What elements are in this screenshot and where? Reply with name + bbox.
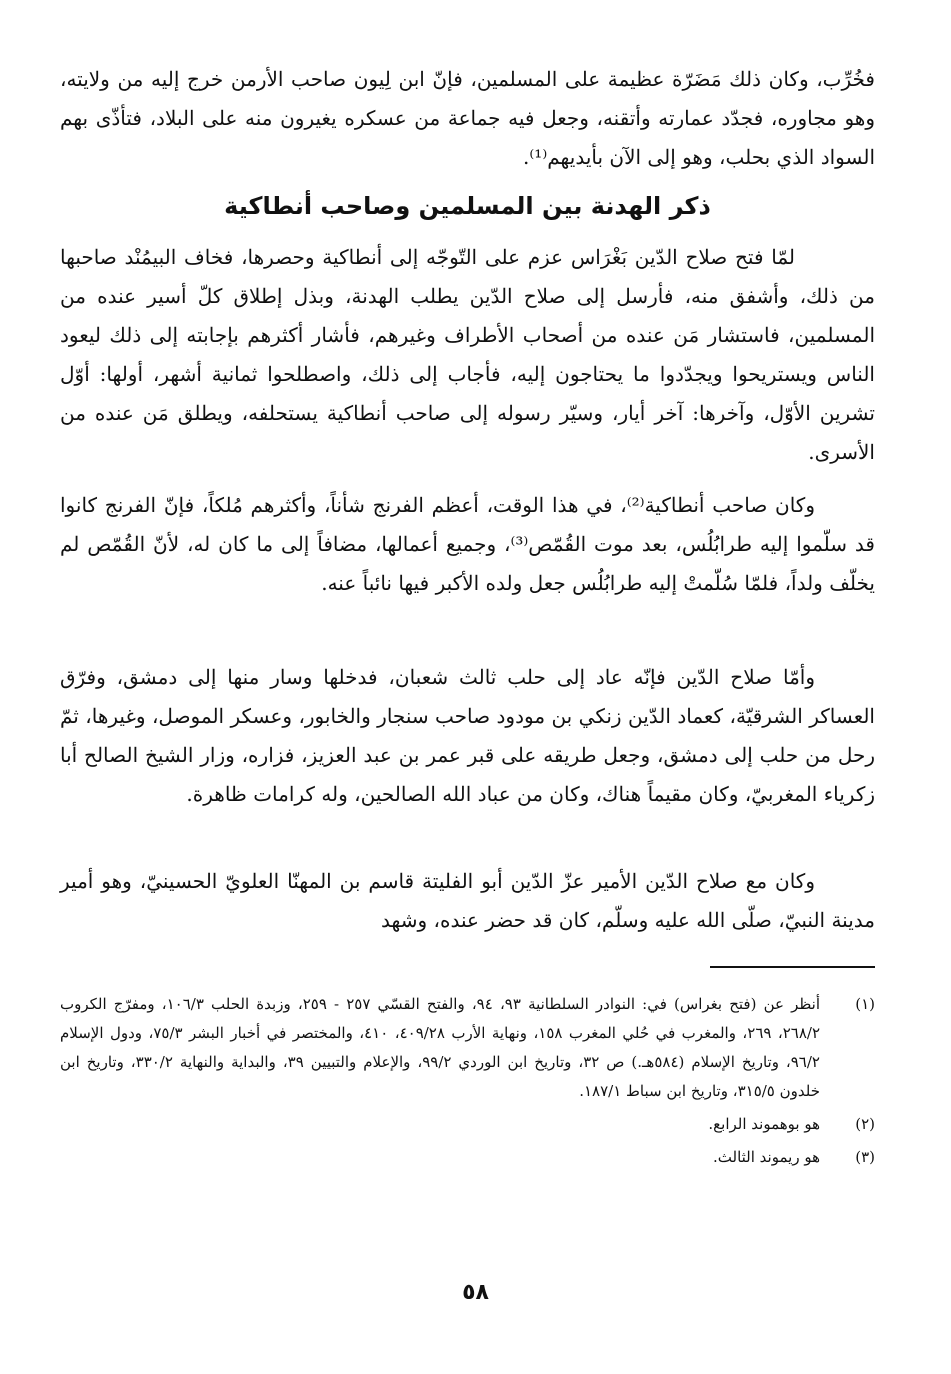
footnote-number: (٢) [855, 1115, 875, 1133]
footnote-divider [710, 966, 875, 968]
footnote-number: (١) [855, 995, 875, 1013]
section-heading: ذكر الهدنة بين المسلمين وصاحب أنطاكية [224, 192, 711, 220]
paragraph-return-aleppo: وأمّا صلاح الدّين فإنّه عاد إلى حلب ثالث شعبان، فدخلها وسار منها إلى دمشق، وفرّق العساكر الشرقيّة، كعماد الدّين زنكي بن مودود صاحب سنجار والخابور، وعسكر الموصل، وغيرها، ثمّ رحل من حلب إلى دمشق، وجعل طريقه على قبر عمر بن عبد العزيز، فزاره، وزار الشيخ الصالح أبا زكرياء المغربيّ، وكان مقيماً هناك، وكان من عباد الله الصالحين، وله كرامات ظاهرة. [60, 665, 875, 806]
footnote-item [60, 1110, 875, 1139]
page-number: ٥٨ [462, 1280, 489, 1305]
paragraph-truce: لمّا فتح صلاح الدّين بَغْرَاس عزم على التّوجّه إلى أنطاكية وحصرها، فخاف البيمُنْد صاحبها من ذلك، وأشفق منه، فأرسل إلى صلاح الدّين يطلب الهدنة، وبذل إطلاق كلّ أسير عنده من المسلمين، فاستشار مَن عنده من أصحاب الأطراف وغيرهم، فأشار أكثرهم بإجابته إلى ذلك ليعود الناس ويستريحوا ويجدّدوا ما يحتاجون إليه، فأجاب إلى ذلك، واصطلحوا ثمانية أشهر، أولها: أوّل تشرين الأوّل، وآخرها: آخر أيار، وسيّر رسوله إلى صاحب أنطاكية يستحلفه، ويطلق مَن عنده من الأسرى. [60, 245, 875, 464]
footnote-text: هو ريموند الثالث. [713, 1148, 820, 1166]
paragraph-emir: وكان مع صلاح الدّين الأمير عزّ الدّين أبو الفليتة قاسم بن المهنّا العلويّ الحسينيّ، وهو أمير مدينة النبيّ، صلّى الله عليه وسلّم، كان قد حضر عنده، وشهد [60, 869, 875, 932]
paragraph-continued: فخُرِّب، وكان ذلك مَضَرّة عظيمة على المسلمين، فإنّ ابن لِيون صاحب الأرمن خرج إليه من ولايته، وهو مجاوره، فجدّد عمارته وأتقنه، وجعل فيه جماعة من عسكره يغيرون منه على البلاد، فتأذّى بهم السواد الذي بحلب، وهو إلى الآن بأيديهم⁽¹⁾. [60, 67, 875, 169]
footnote-text: هو بوهموند الرابع. [708, 1115, 820, 1133]
footnote-number: (٣) [855, 1148, 875, 1166]
footnote-text: أنظر عن (فتح بغراس) في: النوادر السلطانية ٩٣، ٩٤، والفتح القسّي ٢٥٧ - ٢٥٩، وزبدة الحلب ١٠٦/٣، ومفرّج الكروب ٢٦٨/٢، ٢٦٩، والمغرب في حُلي المغرب ١٥٨، ونهاية الأرب ٤٠٩/٢٨، ٤١٠، والمختصر في أخبار البشر ٧٥/٣، ودول الإسلام ٩٦/٢، وتاريخ الإسلام (٥٨٤هـ.) ص ٣٢، وتاريخ ابن الوردي ٩٩/٢، والإعلام والتبيين ٣٩، والبداية والنهاية ٣٣٠/٢، وتاريخ ابن خلدون ٣١٥/٥، وتاريخ ابن سباط ١٨٧/١. [60, 995, 821, 1100]
paragraph-antioch-ruler: وكان صاحب أنطاكية⁽²⁾، في هذا الوقت، أعظم الفرنج شأناً، وأكثرهم مُلكاً، فإنّ الفرنج كانوا قد سلّموا إليه طرابُلُس، بعد موت القُمّص⁽³⁾، وجميع أعمالها، مضافاً إلى ما كان له، لأنّ القُمّص لم يخلّف ولداً، فلمّا سُلّمتْ إليه طرابُلُس جعل ولده الأكبر فيها نائباً عنه. [60, 493, 875, 595]
footnotes-section [60, 990, 875, 1176]
footnote-item [60, 1143, 875, 1172]
footnote-item [60, 990, 875, 1106]
